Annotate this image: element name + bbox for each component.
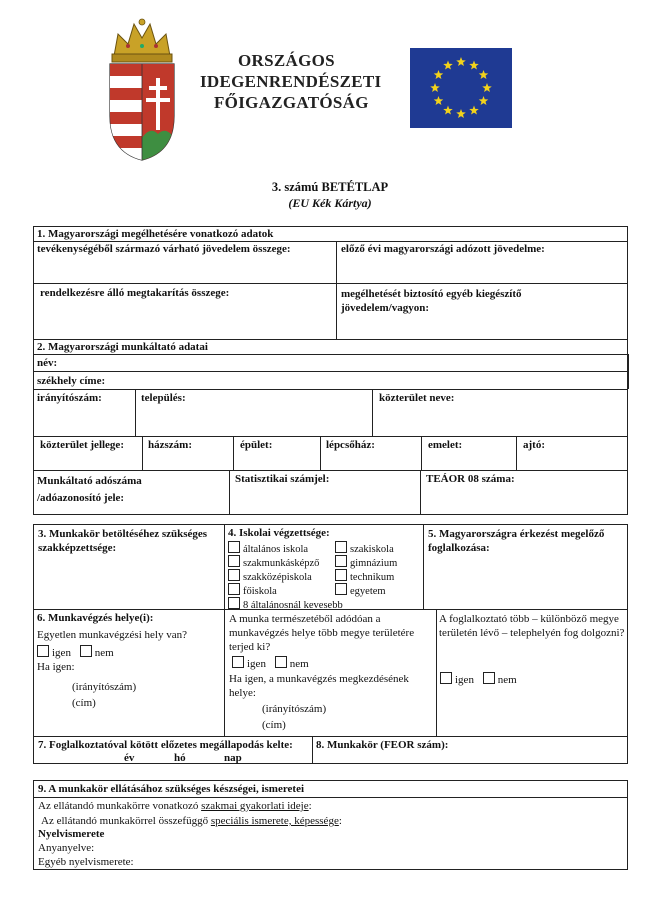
coat-of-arms-icon xyxy=(104,16,180,162)
multi-site-question: A foglalkoztató több – különböző megye területén lévő – telephelyén fog dolgozni? xyxy=(439,613,625,639)
if-yes-label: Ha igen: xyxy=(37,661,75,673)
checkbox[interactable] xyxy=(335,569,347,581)
single-place-question: Egyetlen munkavégzési hely van? xyxy=(37,629,187,641)
field-other-income[interactable]: megélhetését biztosító egyéb kiegészítő jövedelem/vagyon: xyxy=(341,288,522,314)
org-name-line3: FŐIGAZGATÓSÁG xyxy=(214,93,369,112)
practice-time-post: : xyxy=(308,800,312,812)
start-postcode-placeholder[interactable]: (irányítószám) xyxy=(262,703,327,715)
checkbox-yes[interactable] xyxy=(37,645,49,657)
start-address-placeholder[interactable]: (cím) xyxy=(262,719,286,731)
no-label: nem xyxy=(497,674,517,686)
field-door[interactable]: ajtó: xyxy=(523,439,545,451)
field-seat[interactable]: székhely címe: xyxy=(37,375,106,387)
checkbox[interactable] xyxy=(228,583,240,595)
multi-county-question: A munka természetéből adódóan a munkavégzés helye több megye területére terjed ki? xyxy=(229,613,415,653)
education-option[interactable] xyxy=(228,583,277,597)
field-house-no[interactable]: házszám: xyxy=(148,439,192,451)
special-skills-pre: Az ellátandó munkakörrel összefüggő xyxy=(41,815,211,827)
education-option-label: szakiskola xyxy=(350,544,394,555)
checkbox-no[interactable] xyxy=(80,645,92,657)
field-tax-no-line1: Munkáltató adószáma xyxy=(37,475,142,487)
date-year-label: év xyxy=(124,752,135,764)
field-income-previous[interactable]: előző évi magyarországi adózott jövedelme: xyxy=(341,243,545,255)
education-option[interactable] xyxy=(335,555,397,569)
section-6-heading: 6. Munkavégzés helye(i): xyxy=(37,612,154,624)
checkbox[interactable] xyxy=(335,541,347,553)
field-teaor[interactable]: TEÁOR 08 száma: xyxy=(426,473,515,485)
multi-county-answers xyxy=(232,656,309,670)
education-option-label: szakközépiskola xyxy=(243,572,312,583)
checkbox[interactable] xyxy=(228,569,240,581)
field-tax-no-line2: /adóazonosító jele: xyxy=(37,492,125,504)
education-option-label: 8 általánosnál kevesebb xyxy=(243,600,343,611)
education-option[interactable] xyxy=(335,583,386,597)
date-month-label: hó xyxy=(174,752,186,764)
field-tax-no[interactable] xyxy=(37,473,142,507)
section-2-heading: 2. Magyarországi munkáltató adatai xyxy=(37,341,208,353)
practice-time-underlined: szakmai gyakorlati ideje xyxy=(201,800,309,812)
yes-label: igen xyxy=(455,674,474,686)
education-option[interactable] xyxy=(228,569,312,583)
practice-time-field[interactable] xyxy=(38,800,312,812)
field-income-expected[interactable]: tevékenységéből származó várható jövedelem összege: xyxy=(37,243,291,255)
section-5-heading[interactable]: 5. Magyarországra érkezést megelőző foglalkozása: xyxy=(428,528,605,554)
field-stat-no[interactable]: Statisztikai számjel: xyxy=(235,473,330,485)
field-savings[interactable]: rendelkezésre álló megtakarítás összege: xyxy=(40,287,230,299)
checkbox-no[interactable] xyxy=(483,672,495,684)
org-name-line1: ORSZÁGOS xyxy=(238,51,335,70)
special-skills-field[interactable] xyxy=(41,815,342,827)
education-option-label: főiskola xyxy=(243,586,277,597)
address-placeholder[interactable]: (cím) xyxy=(72,697,96,709)
yes-label: igen xyxy=(52,647,71,659)
education-option-label: szakmunkásképző xyxy=(243,558,320,569)
checkbox-yes[interactable] xyxy=(440,672,452,684)
section-4-heading: 4. Iskolai végzettsége: xyxy=(228,527,330,539)
checkbox-no[interactable] xyxy=(275,656,287,668)
language-heading: Nyelvismerete xyxy=(38,828,105,840)
no-label: nem xyxy=(289,658,309,670)
education-option-label: technikum xyxy=(350,572,395,583)
checkbox[interactable] xyxy=(335,555,347,567)
field-staircase[interactable]: lépcsőház: xyxy=(326,439,375,451)
section-7-heading[interactable]: 7. Foglalkoztatóval kötött előzetes megállapodás kelte: xyxy=(38,739,293,751)
special-skills-underlined: speciális ismerete, képessége xyxy=(210,815,339,827)
education-option[interactable] xyxy=(228,555,319,569)
field-street-name[interactable]: közterület neve: xyxy=(379,392,455,404)
education-option-label: általános iskola xyxy=(243,544,309,555)
field-employer-name[interactable]: név: xyxy=(37,357,58,369)
form-title: 3. számú BETÉTLAP xyxy=(271,180,389,194)
form-subtitle: (EU Kék Kártya) xyxy=(288,196,372,210)
multi-site-answers xyxy=(440,672,517,686)
single-place-answers xyxy=(37,645,114,659)
postcode-placeholder[interactable]: (irányítószám) xyxy=(72,681,137,693)
education-option[interactable] xyxy=(335,569,394,583)
section-9-heading: 9. A munkakör ellátásához szükséges készségei, ismeretei xyxy=(38,783,305,795)
no-label: nem xyxy=(94,647,114,659)
field-floor[interactable]: emelet: xyxy=(428,439,463,451)
checkbox[interactable] xyxy=(335,583,347,595)
section-1-heading: 1. Magyarországi megélhetésére vonatkozó adatok xyxy=(37,228,274,240)
checkbox[interactable] xyxy=(228,541,240,553)
field-building[interactable]: épület: xyxy=(240,439,273,451)
eu-flag-icon xyxy=(410,48,512,128)
org-name xyxy=(200,50,400,113)
education-option[interactable] xyxy=(335,541,394,555)
section-8-heading[interactable]: 8. Munkakör (FEOR szám): xyxy=(316,739,449,751)
yes-label: igen xyxy=(247,658,266,670)
checkbox-yes[interactable] xyxy=(232,656,244,668)
section-3-heading[interactable]: 3. Munkakör betöltéséhez szükséges szakképzettsége: xyxy=(38,528,208,554)
field-town[interactable]: település: xyxy=(141,392,186,404)
org-name-line2: IDEGENRENDÉSZETI xyxy=(200,72,382,91)
practice-time-pre: Az ellátandó munkakörre vonatkozó xyxy=(38,800,202,812)
mother-tongue-field[interactable]: Anyanyelve: xyxy=(38,842,95,854)
education-option[interactable] xyxy=(228,541,308,555)
if-yes-start-label: Ha igen, a munkavégzés megkezdésének helye: xyxy=(229,673,409,699)
checkbox[interactable] xyxy=(228,555,240,567)
other-language-field[interactable]: Egyéb nyelvismerete: xyxy=(38,856,134,868)
education-option-label: gimnázium xyxy=(350,558,398,569)
special-skills-post: : xyxy=(338,815,342,827)
checkbox[interactable] xyxy=(228,597,240,609)
education-option-label: egyetem xyxy=(350,586,386,597)
field-postcode[interactable]: irányítószám: xyxy=(37,392,102,404)
field-street-type[interactable]: közterület jellege: xyxy=(40,439,124,451)
date-day-label: nap xyxy=(224,752,242,764)
